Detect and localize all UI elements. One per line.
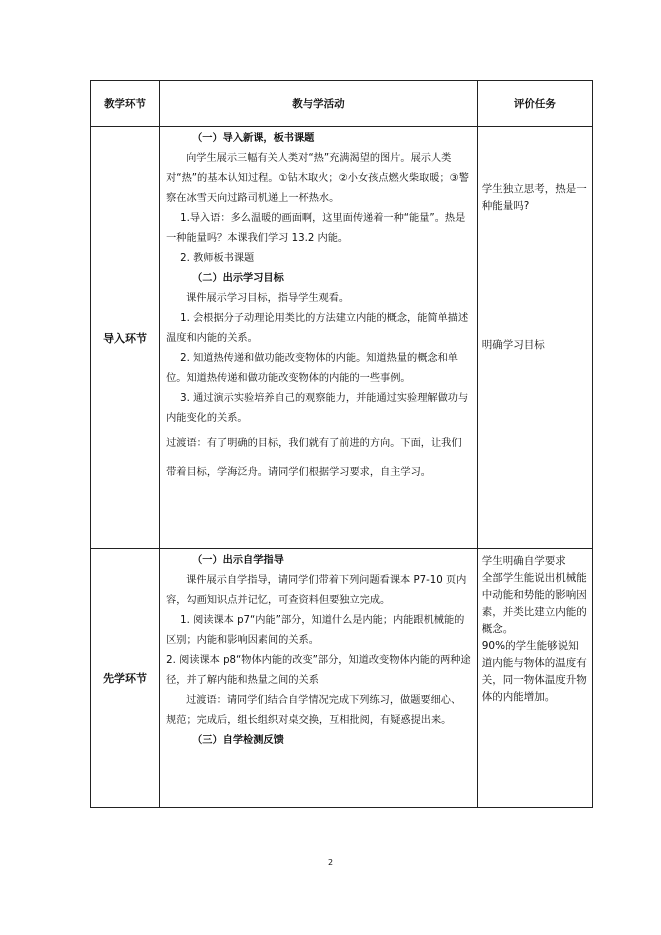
- evaluation-cell: [477, 549, 592, 808]
- transition-paragraph: 过渡语：有了明确的目标，我们就有了前进的方向。下面，让我们带着目标，学海泛舟。请同学们根据学习要求，自主学习。: [166, 438, 462, 478]
- activity-paragraph: 1. 会根据分子动理论用类比的方法建立内能的概念，能简单描述温度和内能的关系。: [166, 313, 469, 344]
- evaluation-item: 学生明确自学要求: [481, 555, 566, 567]
- activity-paragraph: 向学生展示三幅有关人类对“热”充满渴望的图片。展示人类对“热”的基本认知过程。①钻木取火；②小女孩点燃火柴取暖；③警察在冰雪天向过路司机递上一杯热水。: [166, 153, 469, 204]
- activity-paragraph: 课件展示自学指导，请同学们带着下列问题看课本 P7-10 页内容，勾画知识点并记忆，可查资料但要独立完成。: [166, 575, 467, 606]
- activity-paragraph: 2. 阅读课本 p8“物体内能的改变”部分，知道改变物体内能的两种途径，并了解内能和热量之间的关系: [166, 655, 471, 686]
- evaluation-item: 全部学生能说出机械能中动能和势能的影响因素，并类比建立内能的概念。: [481, 572, 587, 635]
- activity-paragraph: 2. 知道热传递和做功能改变物体的内能。知道热量的概念和单位。知道热传递和做功能改变物体的内能的一些事例。: [166, 353, 458, 384]
- table-row-intro: [91, 127, 593, 549]
- section-heading: （二）出示学习目标: [192, 273, 284, 284]
- evaluation-item: 学生独立思考，热是一种能量吗?: [481, 183, 587, 212]
- activity-paragraph: 课件展示学习目标，指导学生观看。: [186, 293, 350, 304]
- header-evaluation: 评价任务: [477, 81, 592, 127]
- section-heading: （一）出示自学指导: [192, 555, 284, 566]
- table-header-row: [91, 81, 593, 127]
- transition-paragraph: 过渡语：请同学们结合自学情况完成下列练习，做题要细心、规范；完成后，组长组织对桌交换，互相批阅，有疑惑提出来。: [166, 695, 462, 726]
- section-heading: （一）导入新课，板书课题: [192, 133, 315, 144]
- evaluation-item: 90%的学生能够说知道内能与物体的温度有关，同一物体温度升物体的内能增加。: [481, 640, 587, 703]
- activity-paragraph: 1.导入语：多么温暖的画面啊，这里面传递着一种“能量”。热是一种能量吗？本课我们学习 13.2 内能。: [166, 213, 466, 244]
- stage-cell: 导入环节: [91, 127, 160, 549]
- activity-paragraph: 3. 通过演示实验培养自己的观察能力，并能通过实验理解做功与内能变化的关系。: [166, 393, 469, 424]
- header-stage: 教学环节: [91, 81, 160, 127]
- lesson-plan-table: [90, 80, 593, 808]
- activity-paragraph: 2. 教师板书课题: [180, 253, 255, 264]
- section-heading: （三）自学检测反馈: [192, 735, 284, 746]
- evaluation-cell: [477, 127, 592, 549]
- activity-paragraph: 1. 阅读课本 p7“内能”部分，知道什么是内能；内能跟机械能的区别；内能和影响因素间的关系。: [166, 615, 465, 646]
- activity-cell: [160, 549, 478, 808]
- page-number: 2: [327, 858, 334, 867]
- header-activity: 教与学活动: [160, 81, 478, 127]
- activity-cell: [160, 127, 478, 549]
- table-row-self-study: [91, 549, 593, 808]
- evaluation-item: 明确学习目标: [481, 339, 545, 351]
- stage-cell: 先学环节: [91, 549, 160, 808]
